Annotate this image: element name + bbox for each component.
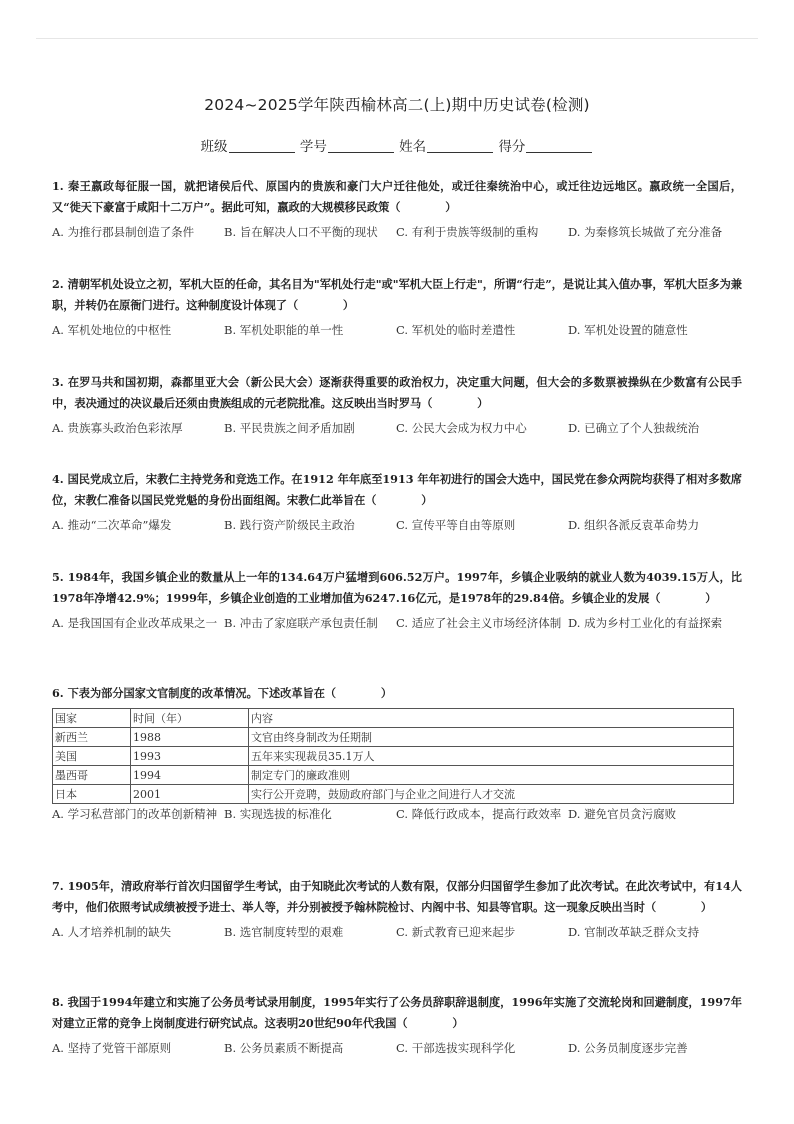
question-1 bbox=[52, 176, 742, 240]
option-a[interactable]: A. 军机处地位的中枢性 bbox=[52, 323, 172, 337]
question-6 bbox=[52, 683, 742, 822]
class-blank[interactable] bbox=[229, 138, 295, 153]
question-3 bbox=[52, 372, 742, 436]
option-d[interactable]: D. 军机处设置的随意性 bbox=[568, 323, 688, 337]
option-b[interactable]: B. 旨在解决人口不平衡的现状 bbox=[224, 225, 378, 239]
option-a[interactable]: A. 为推行郡县制创造了条件 bbox=[52, 225, 195, 239]
question-5 bbox=[52, 567, 742, 631]
option-c[interactable]: C. 干部选拔实现科学化 bbox=[396, 1041, 516, 1055]
option-row bbox=[52, 420, 742, 436]
table-row bbox=[53, 785, 734, 804]
option-c[interactable]: C. 新式教育已迎来起步 bbox=[396, 925, 516, 939]
question-stem: 4. 国民党成立后，宋教仁主持党务和竞选工作。在1912 年年底至1913 年年初进行的国会大选中，国民党在参众两院均获得了相对多数席位，宋教仁准备以国民党党魁的身份出面组阁。宋教仁此举旨在（ ） bbox=[52, 472, 742, 507]
question-stem: 3. 在罗马共和国初期，森都里亚大会（新公民大会）逐渐获得重要的政治权力，决定重大问题，但大会的多数票被操纵在少数富有公民手中，表决通过的决议最后还须由贵族组成的元老院批准。这反映出当时罗马（ ） bbox=[52, 375, 742, 410]
option-d[interactable]: D. 官制改革缺乏群众支持 bbox=[568, 925, 700, 939]
option-b[interactable]: B. 践行资产阶级民主政治 bbox=[224, 518, 355, 532]
student-info-line bbox=[0, 135, 794, 155]
table-row bbox=[53, 747, 734, 766]
option-a[interactable]: A. 人才培养机制的缺失 bbox=[52, 925, 172, 939]
name-label: 姓名 bbox=[399, 139, 427, 155]
option-row bbox=[52, 224, 742, 240]
table-row bbox=[53, 766, 734, 785]
question-stem: 8. 我国于1994年建立和实施了公务员考试录用制度，1995年实行了公务员辞职辞退制度，1996年实施了交流轮岗和回避制度，1997年对建立正常的竞争上岗制度进行研究试点。这表明20世纪90年代我国（ ） bbox=[52, 995, 742, 1030]
option-b[interactable]: B. 冲击了家庭联产承包责任制 bbox=[224, 616, 378, 630]
option-c[interactable]: C. 公民大会成为权力中心 bbox=[396, 421, 527, 435]
table-header-cell: 国家 bbox=[53, 709, 131, 728]
option-b[interactable]: B. 平民贵族之间矛盾加剧 bbox=[224, 421, 355, 435]
question-7 bbox=[52, 876, 742, 940]
option-c[interactable]: C. 适应了社会主义市场经济体制 bbox=[396, 616, 562, 630]
class-label: 班级 bbox=[200, 139, 228, 155]
table-cell: 新西兰 bbox=[53, 728, 131, 747]
top-divider bbox=[36, 38, 758, 39]
option-a[interactable]: A. 贵族寡头政治色彩浓厚 bbox=[52, 421, 183, 435]
table-cell: 制定专门的廉政准则 bbox=[249, 766, 734, 785]
question-8 bbox=[52, 992, 742, 1056]
question-stem: 6. 下表为部分国家文官制度的改革情况。下述改革旨在（ ） bbox=[52, 686, 393, 700]
option-a[interactable]: A. 是我国国有企业改革成果之一 bbox=[52, 616, 218, 630]
option-b[interactable]: B. 实现选拔的标准化 bbox=[224, 807, 332, 821]
option-row bbox=[52, 322, 742, 338]
option-d[interactable]: D. 为秦修筑长城做了充分准备 bbox=[568, 225, 723, 239]
option-row bbox=[52, 615, 742, 631]
table-header-row bbox=[53, 709, 734, 728]
option-d[interactable]: D. 避免官员贪污腐败 bbox=[568, 807, 677, 821]
option-a[interactable]: A. 学习私营部门的改革创新精神 bbox=[52, 807, 218, 821]
table-cell: 日本 bbox=[53, 785, 131, 804]
question-stem: 5. 1984年，我国乡镇企业的数量从上一年的134.64万户猛增到606.52万户。1997年，乡镇企业吸纳的就业人数为4039.15万人，比1978年净增42.9%；1999年，乡镇企业创造的工业增加值为6247.16亿元，是1978年的29.84倍。乡镇企业的发展（ ） bbox=[52, 570, 742, 605]
name-blank[interactable] bbox=[427, 138, 493, 153]
option-d[interactable]: D. 成为乡村工业化的有益探索 bbox=[568, 616, 723, 630]
question-4 bbox=[52, 469, 742, 533]
table-header-cell: 内容 bbox=[249, 709, 734, 728]
question-stem: 1. 秦王嬴政每征服一国，就把诸侯后代、原国内的贵族和豪门大户迁往他处，或迁往秦统治中心，或迁往边远地区。嬴政统一全国后，又“徙天下豪富于咸阳十二万户”。据此可知，嬴政的大规模移民政策（ ） bbox=[52, 179, 742, 214]
option-row bbox=[52, 806, 742, 822]
question-2 bbox=[52, 274, 742, 338]
reform-table bbox=[52, 708, 734, 804]
option-d[interactable]: D. 组织各派反袁革命势力 bbox=[568, 518, 700, 532]
table-cell: 墨西哥 bbox=[53, 766, 131, 785]
option-d[interactable]: D. 已确立了个人独裁统治 bbox=[568, 421, 700, 435]
table-row bbox=[53, 728, 734, 747]
option-b[interactable]: B. 选官制度转型的艰难 bbox=[224, 925, 344, 939]
table-cell: 五年来实现裁员35.1万人 bbox=[249, 747, 734, 766]
page-title: 2024~2025学年陕西榆林高二(上)期中历史试卷(检测) bbox=[204, 96, 590, 114]
option-d[interactable]: D. 公务员制度逐步完善 bbox=[568, 1041, 688, 1055]
option-row bbox=[52, 924, 742, 940]
table-cell: 实行公开竞聘，鼓励政府部门与企业之间进行人才交流 bbox=[249, 785, 734, 804]
score-label: 得分 bbox=[498, 139, 526, 155]
option-row bbox=[52, 1040, 742, 1056]
option-c[interactable]: C. 军机处的临时差遣性 bbox=[396, 323, 516, 337]
option-a[interactable]: A. 坚持了党管干部原则 bbox=[52, 1041, 172, 1055]
question-stem: 7. 1905年，清政府举行首次归国留学生考试，由于知晓此次考试的人数有限，仅部分归国留学生参加了此次考试。在此次考试中，有14人考中，他们依照考试成绩被授予进士、举人等，并分别被授予翰林院检讨、内阁中书、知县等官职。这一现象反映出当时（ ） bbox=[52, 879, 742, 914]
table-cell: 文官由终身制改为任期制 bbox=[249, 728, 734, 747]
option-row bbox=[52, 517, 742, 533]
score-blank[interactable] bbox=[526, 138, 592, 153]
id-blank[interactable] bbox=[328, 138, 394, 153]
table-cell: 1988 bbox=[131, 728, 249, 747]
option-c[interactable]: C. 宣传平等自由等原则 bbox=[396, 518, 516, 532]
question-stem: 2. 清朝军机处设立之初，军机大臣的任命，其名目为"军机处行走"或"军机大臣上行走"，所谓“行走”，是说让其入值办事，军机大臣多为兼职，并转仍在原衙门进行。这种制度设计体现了（ ） bbox=[52, 277, 742, 312]
option-a[interactable]: A. 推动“二次革命”爆发 bbox=[52, 518, 172, 532]
table-header-cell: 时间（年） bbox=[131, 709, 249, 728]
table-cell: 1994 bbox=[131, 766, 249, 785]
option-b[interactable]: B. 军机处职能的单一性 bbox=[224, 323, 344, 337]
table-cell: 美国 bbox=[53, 747, 131, 766]
id-label: 学号 bbox=[299, 139, 327, 155]
option-c[interactable]: C. 降低行政成本，提高行政效率 bbox=[396, 807, 562, 821]
table-cell: 2001 bbox=[131, 785, 249, 804]
table-cell: 1993 bbox=[131, 747, 249, 766]
option-b[interactable]: B. 公务员素质不断提高 bbox=[224, 1041, 344, 1055]
option-c[interactable]: C. 有利于贵族等级制的重构 bbox=[396, 225, 539, 239]
